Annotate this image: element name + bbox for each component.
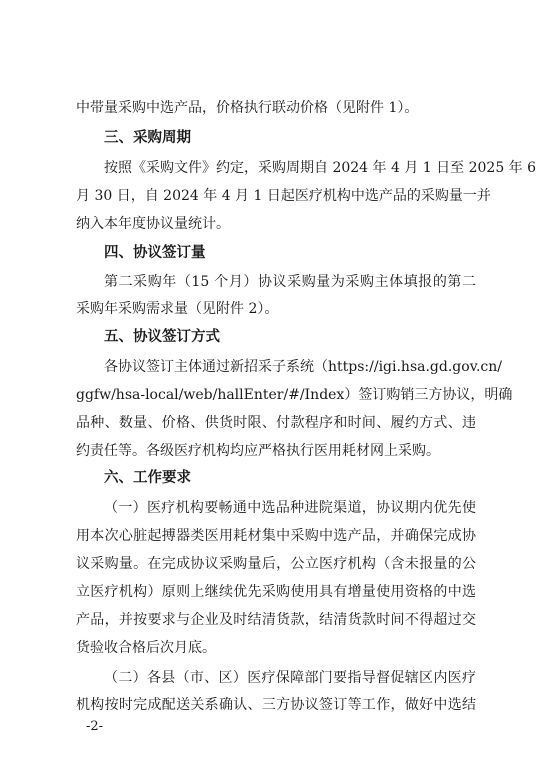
body-line: （二）各县（市、区）医疗保障部门要指导督促辖区内医疗 (104, 670, 476, 686)
section-heading: 六、工作要求 (104, 470, 191, 486)
body-line: 用本次心脏起搏器类医用耗材集中采购中选产品，并确保完成协 (76, 528, 476, 544)
body-line: （一）医疗机构要畅通中选品种进院渠道，协议期内优先使 (104, 500, 476, 516)
body-line: 采购年采购需求量（见附件 2）。 (76, 301, 279, 317)
body-line: 按照《采购文件》约定，采购周期自 2024 年 4 月 1 日至 2025 年 6 (104, 160, 537, 176)
body-line: ggfw/hsa-local/web/hallEnter/#/Index）签订购销三方协议，明确 (76, 387, 513, 403)
page-number: -2- (86, 719, 104, 734)
body-line: 产品，并按要求与企业及时结清货款，结清货款时间不得超过交 (76, 612, 476, 628)
section-heading: 三、采购周期 (104, 130, 191, 146)
body-line: 品种、数量、价格、供货时限、付款程序和时间、履约方式、违 (76, 415, 476, 431)
body-line: 纳入本年度协议量统计。 (76, 216, 230, 232)
section-heading: 五、协议签订方式 (104, 329, 220, 345)
body-line: 货验收合格后次月底。 (76, 640, 216, 656)
body-line: 月 30 日，自 2024 年 4 月 1 日起医疗机构中选产品的采购量一并 (76, 188, 491, 204)
body-line: 议采购量。在完成协议采购量后，公立医疗机构（含未报量的公 (76, 556, 476, 572)
body-line: 立医疗机构）原则上继续优先采购使用具有增量使用资格的中选 (76, 584, 476, 600)
body-line: 各协议签订主体通过新招采子系统（https://igi.hsa.gd.gov.cn/ (104, 359, 502, 375)
body-line: 中带量采购中选产品，价格执行联动价格（见附件 1）。 (76, 100, 419, 116)
body-line: 第二采购年（15 个月）协议采购量为采购主体填报的第二 (104, 274, 476, 290)
section-heading: 四、协议签订量 (104, 245, 206, 261)
body-line: 机构按时完成配送关系确认、三方协议签订等工作，做好中选结 (76, 697, 476, 713)
body-line: 约责任等。各级医疗机构均应严格执行医用耗材网上采购。 (76, 443, 440, 459)
